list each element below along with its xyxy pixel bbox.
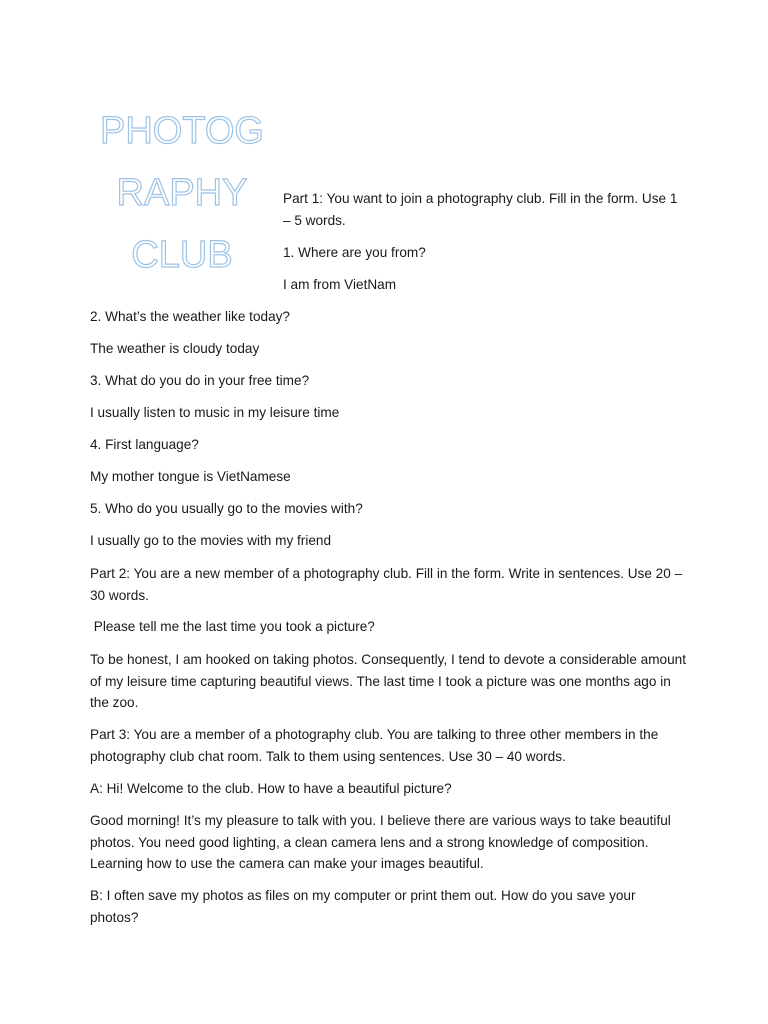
part1-instructions: Part 1: You want to join a photography club. Fill in the form. Use 1 – 5 words.: [283, 191, 678, 228]
part3-instructions: Part 3: You are a member of a photography club. You are talking to three other members in the photography club chat room. Talk to them using sentences. Use 30 – 40 words.: [90, 727, 659, 764]
title-line-2: RAPHY: [116, 172, 248, 214]
answer-4: My mother tongue is VietNamese: [90, 469, 291, 484]
club-title: [92, 100, 272, 286]
part3-question-b: B: I often save my photos as files on my computer or print them out. How do you save your photos?: [90, 888, 636, 925]
question-1: 1. Where are you from?: [283, 245, 426, 260]
answer-1: I am from VietNam: [283, 277, 397, 292]
part2-question: Please tell me the last time you took a picture?: [90, 619, 375, 634]
title-line-1: PHOTOG: [100, 110, 264, 152]
part2-answer: To be honest, I am hooked on taking photos. Consequently, I tend to devote a considerable amount of my leisure time capturing beautiful views. The last time I took a picture was one months ago in the zoo.: [90, 652, 687, 710]
question-5: 5. Who do you usually go to the movies with?: [90, 501, 363, 516]
answer-3: I usually listen to music in my leisure time: [90, 405, 340, 420]
answer-5: I usually go to the movies with my friend: [90, 533, 332, 548]
part3-answer-a: Good morning! It’s my pleasure to talk with you. I believe there are various ways to take beautiful photos. You need good lighting, a clean camera lens and a strong knowledge of composition. Learning how to use the camera can make your images beautiful.: [90, 813, 671, 871]
question-3: 3. What do you do in your free time?: [90, 373, 310, 388]
question-2: 2. What’s the weather like today?: [90, 309, 290, 324]
part3-question-a: A: Hi! Welcome to the club. How to have a beautiful picture?: [90, 781, 452, 796]
question-4: 4. First language?: [90, 437, 199, 452]
title-line-3: CLUB: [131, 234, 233, 276]
answer-2: The weather is cloudy today: [90, 341, 260, 356]
part2-instructions: Part 2: You are a new member of a photography club. Fill in the form. Write in sentences. Use 20 – 30 words.: [90, 566, 683, 603]
